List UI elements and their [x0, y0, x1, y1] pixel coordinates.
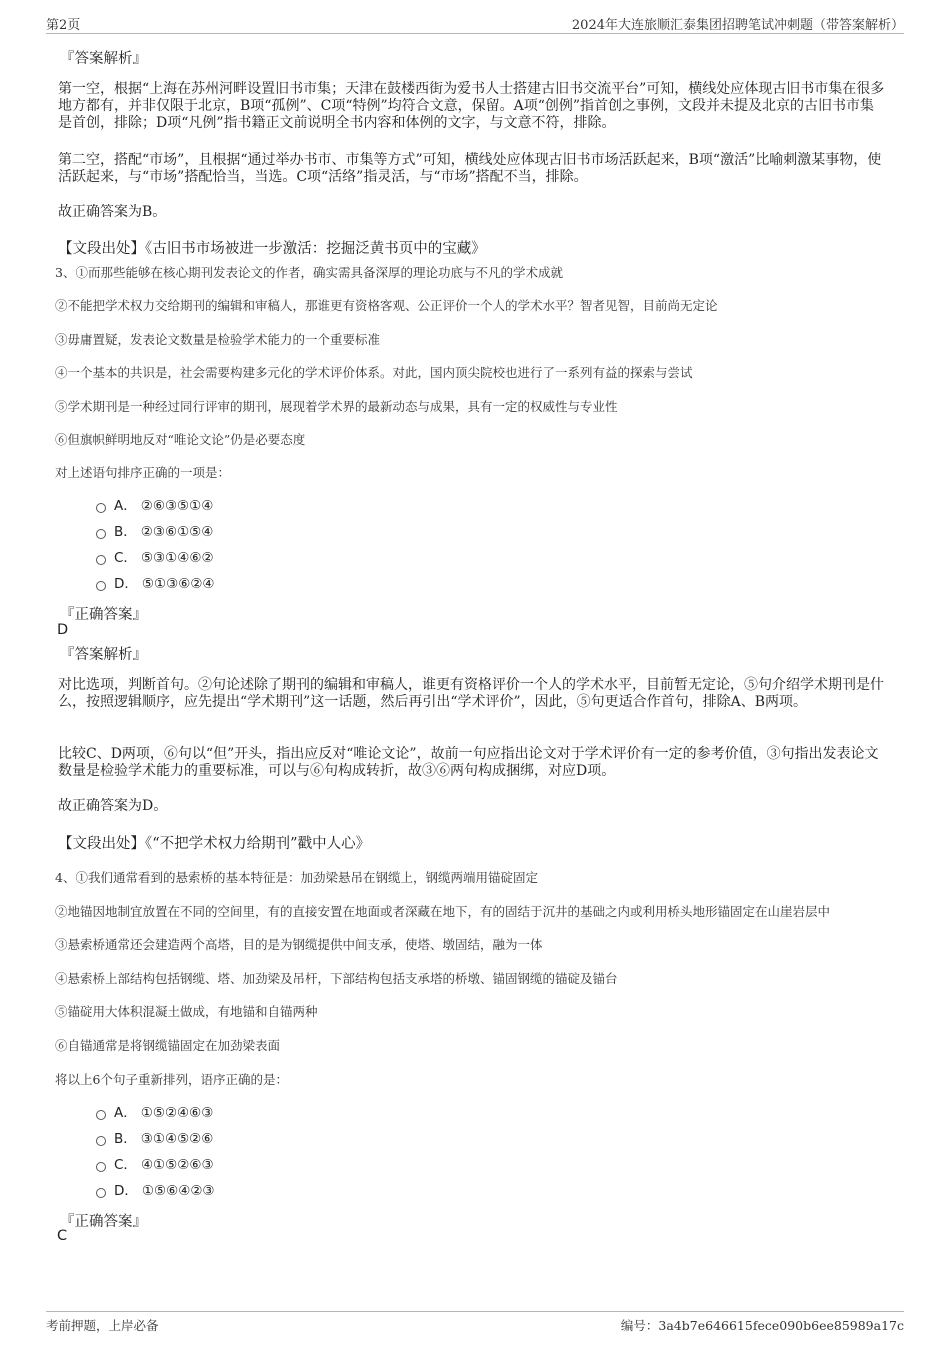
passage-source: 【文段出处】《“不把学术权力给期刊”戳中人心》 — [58, 836, 371, 852]
correct-answer: C — [57, 1228, 68, 1244]
option-c[interactable]: C． ④①⑤②⑥③ — [96, 1156, 214, 1174]
radio-icon[interactable] — [96, 503, 106, 513]
option-d[interactable]: D． ①⑤⑥④②③ — [96, 1182, 215, 1200]
option-b[interactable]: B． ②③⑥①⑤④ — [96, 523, 213, 541]
analysis-label: 『答案解析』 — [60, 647, 147, 663]
option-a[interactable]: A． ①⑤②④⑥③ — [96, 1104, 213, 1122]
radio-icon[interactable] — [96, 1136, 106, 1146]
page-number: 第2页 — [46, 18, 81, 33]
radio-icon[interactable] — [96, 1162, 106, 1172]
radio-icon[interactable] — [96, 555, 106, 565]
correct-answer-label: 『正确答案』 — [60, 607, 147, 623]
option-c[interactable]: C． ⑤③①④⑥② — [96, 549, 214, 567]
analysis-paragraph: 对比选项，判断首句。②句论述除了期刊的编辑和审稿人，谁更有资格评价一个人的学术水平，目前暂无定论，⑤句介绍学术期刊是什么，按照逻辑顺序，应先提出“学术期刊”这一话题，然后再引出“学术评价”，因此，⑤句更适合作首句，排除A、B两项。 — [58, 677, 884, 710]
question-3-sentence: ④一个基本的共识是，社会需要构建多元化的学术评价体系。对此，国内顶尖院校也进行了一系列有益的探索与尝试 — [55, 365, 693, 380]
radio-icon[interactable] — [96, 581, 106, 591]
question-4-sentence: ④悬索桥上部结构包括钢缆、塔、加劲梁及吊杆，下部结构包括支承塔的桥墩、锚固钢缆的锚碇及锚台 — [55, 971, 618, 986]
document-code: 编号：3a4b7e646615fece090b6ee85989a17c — [620, 1318, 904, 1333]
radio-icon[interactable] — [96, 529, 106, 539]
correct-answer-label: 『正确答案』 — [60, 1214, 147, 1230]
page-footer — [46, 1311, 904, 1334]
question-4-sentence: ②地锚因地制宜放置在不同的空间里，有的直接安置在地面或者深藏在地下，有的固结于沉井的基础之内或利用桥头地形锚固定在山崖岩层中 — [55, 904, 831, 919]
analysis-paragraph: 比较C、D两项，⑥句以“但”开头，指出应反对“唯论文论”，故前一句应指出论文对于学术评价有一定的参考价值，③句指出发表论文数量是检验学术能力的重要标准，可以与⑥句构成转折，故③⑥两句构成捆绑，对应D项。 — [58, 746, 879, 779]
analysis-conclusion: 故正确答案为D。 — [58, 798, 168, 814]
question-4-sentence: ⑤锚碇用大体积混凝土做成，有地锚和自锚两种 — [55, 1004, 318, 1019]
question-3-sentence: 3、①而那些能够在核心期刊发表论文的作者，确实需具备深厚的理论功底与不凡的学术成就 — [55, 265, 563, 280]
footer-slogan: 考前押题，上岸必备 — [46, 1318, 159, 1333]
question-4-prompt: 将以上6个句子重新排列，语序正确的是： — [55, 1072, 288, 1087]
question-4-sentence: 4、①我们通常看到的悬索桥的基本特征是：加劲梁悬吊在钢缆上，钢缆两端用锚碇固定 — [55, 870, 538, 885]
question-3-sentence: ⑥但旗帜鲜明地反对“唯论文论”仍是必要态度 — [55, 432, 306, 447]
question-3-sentence: ③毋庸置疑，发表论文数量是检验学术能力的一个重要标准 — [55, 332, 381, 347]
analysis-paragraph: 第一空，根据“上海在苏州河畔设置旧书市集；天津在鼓楼西街为爱书人士搭建古旧书交流平台”可知，横线处应体现古旧书市集在很多地方都有，并非仅限于北京，B项“孤例”、C项“特例”均符合文意，保留。A项“创例”指首创之事例，文段并未提及北京的古旧书市集是首创，排除；D项“凡例”指书籍正文前说明全书内容和体例的文字，与文意不符，排除。 — [58, 81, 885, 131]
document-title: 2024年大连旅顺汇泰集团招聘笔试冲刺题（带答案解析） — [571, 18, 904, 33]
question-4-sentence: ⑥自锚通常是将钢缆锚固定在加劲梁表面 — [55, 1038, 281, 1053]
analysis-paragraph: 第二空，搭配“市场”，且根据“通过举办书市、市集等方式”可知，横线处应体现古旧书市场活跃起来，B项“激活”比喻刺激某事物，使活跃起来，与“市场”搭配恰当，当选。C项“活络”指灵活，与“市场”搭配不当，排除。 — [58, 152, 882, 185]
option-d[interactable]: D． ⑤①③⑥②④ — [96, 575, 215, 593]
page-header — [46, 12, 904, 34]
passage-source: 【文段出处】《古旧书市场被进一步激活：挖掘泛黄书页中的宝藏》 — [58, 241, 486, 257]
radio-icon[interactable] — [96, 1110, 106, 1120]
question-3-prompt: 对上述语句排序正确的一项是： — [55, 465, 231, 480]
question-3-sentence: ②不能把学术权力交给期刊的编辑和审稿人，那谁更有资格客观、公正评价一个人的学术水平？智者见智，目前尚无定论 — [55, 298, 718, 313]
question-3-sentence: ⑤学术期刊是一种经过同行评审的期刊，展现着学术界的最新动态与成果，具有一定的权威性与专业性 — [55, 399, 618, 414]
option-b[interactable]: B． ③①④⑤②⑥ — [96, 1130, 213, 1148]
correct-answer: D — [57, 622, 69, 638]
analysis-label: 『答案解析』 — [60, 51, 147, 67]
radio-icon[interactable] — [96, 1188, 106, 1198]
question-4-sentence: ③悬索桥通常还会建造两个高塔，目的是为钢缆提供中间支承，使塔、墩固结，融为一体 — [55, 937, 543, 952]
option-a[interactable]: A． ②⑥③⑤①④ — [96, 497, 213, 515]
analysis-conclusion: 故正确答案为B。 — [58, 204, 167, 220]
